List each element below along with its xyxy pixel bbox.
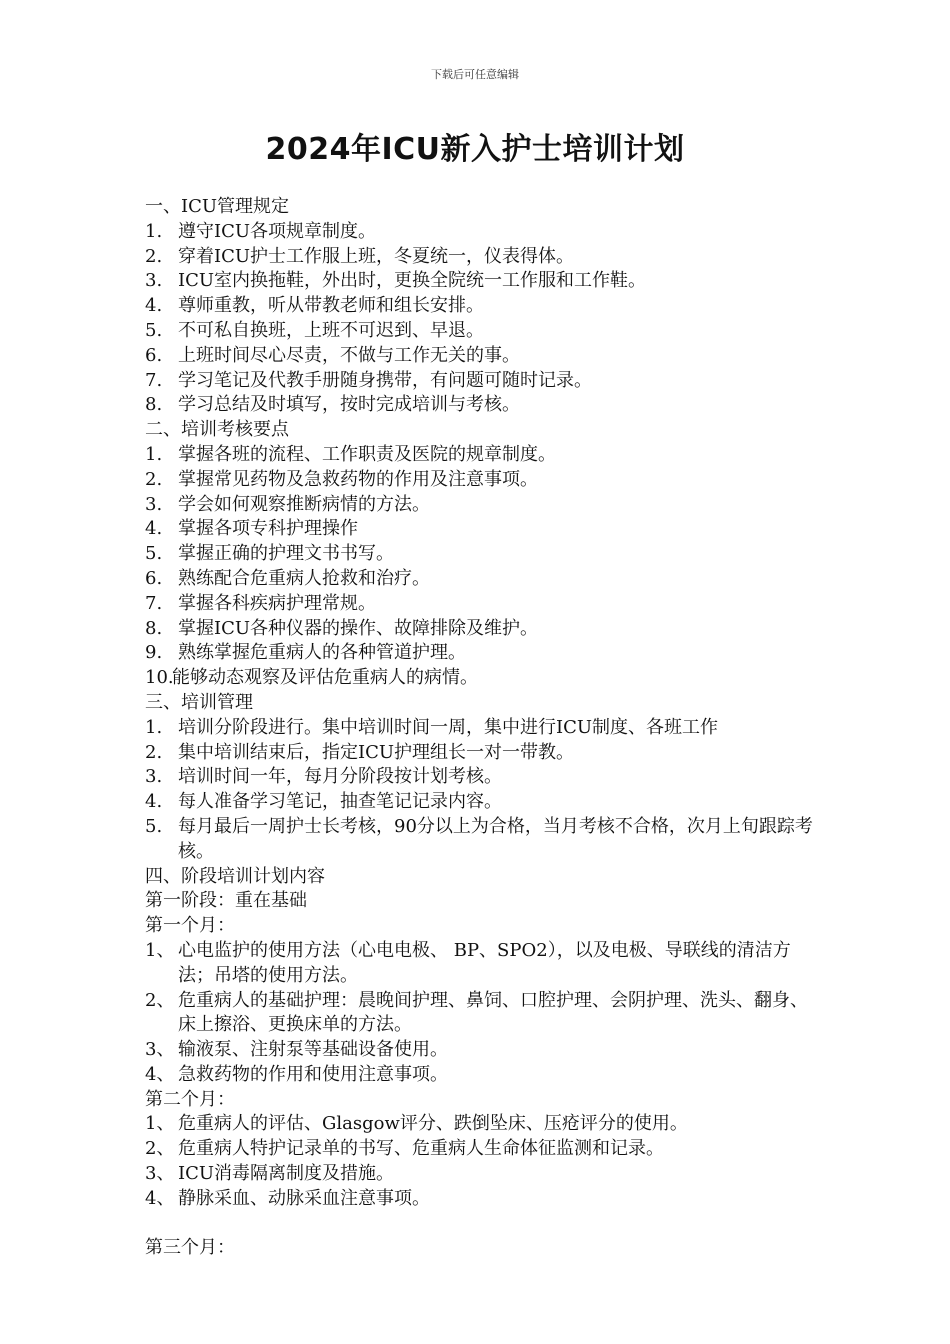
list-number: 10. [145, 667, 174, 689]
list-text: 集中培训结束后，指定ICU护理组长一对一带教。 [178, 741, 575, 763]
list-number: 2. [145, 468, 163, 490]
list-item [145, 1137, 825, 1162]
list-text: 尊师重教，听从带教老师和组长安排。 [178, 295, 484, 317]
month-3-label: 第三个月： [145, 1237, 235, 1259]
list-number: 2、 [145, 1138, 175, 1160]
list-text: 掌握各项专科护理操作 [178, 518, 358, 540]
list-number: 5. [145, 815, 163, 837]
section-heading-2: 二、培训考核要点 [145, 419, 289, 441]
list-item [145, 319, 825, 344]
list-number: 1. [145, 220, 163, 242]
list-item [145, 641, 825, 666]
list-item [145, 666, 825, 691]
list-item [145, 245, 825, 270]
list-number: 8. [145, 617, 163, 639]
month2-list [145, 1112, 825, 1211]
list-text: 遵守ICU各项规章制度。 [178, 220, 377, 242]
list-item [145, 1187, 825, 1212]
list-number: 1. [145, 716, 163, 738]
list-number: 4. [145, 295, 163, 317]
list-item [145, 1063, 825, 1088]
list-number: 2. [145, 741, 163, 763]
section-heading-3: 三、培训管理 [145, 691, 253, 713]
list-text: 学习总结及时填写，按时完成培训与考核。 [178, 394, 520, 416]
list-item [145, 790, 825, 815]
list-number: 4、 [145, 1063, 175, 1085]
blank-line [145, 1212, 825, 1237]
list-item [145, 493, 825, 518]
list-text: 危重病人特护记录单的书写、危重病人生命体征监测和记录。 [178, 1138, 664, 1160]
list-text: 危重病人的评估、Glasgow评分、跌倒坠床、压疮评分的使用。 [178, 1113, 688, 1135]
list-item [145, 294, 825, 319]
list-item [145, 393, 825, 418]
list-number: 4. [145, 791, 163, 813]
section1-list [145, 220, 825, 418]
section3-list [145, 716, 825, 865]
month-1-label: 第一个月： [145, 915, 235, 937]
list-number: 6. [145, 567, 163, 589]
list-item [145, 567, 825, 592]
list-number: 3. [145, 270, 163, 292]
list-item [145, 815, 825, 865]
list-text: 心电监护的使用方法（心电电极、 BP、SPO2），以及电极、导联线的清洁方法；吊塔的使用方法。 [178, 939, 791, 986]
list-item [145, 1112, 825, 1137]
list-item [145, 542, 825, 567]
list-text: 培训分阶段进行。集中培训时间一周，集中进行ICU制度、各班工作 [178, 716, 719, 738]
document-title: 2024年ICU新入护士培训计划 [265, 132, 685, 167]
list-text: 不可私自换班，上班不可迟到、早退。 [178, 319, 484, 341]
list-item [145, 617, 825, 642]
list-number: 3、 [145, 1163, 175, 1185]
list-item [145, 741, 825, 766]
month-2-label: 第二个月： [145, 1088, 235, 1110]
list-text: 上班时间尽心尽责，不做与工作无关的事。 [178, 344, 520, 366]
list-text: 能够动态观察及评估危重病人的病情。 [172, 667, 478, 689]
list-number: 7. [145, 369, 163, 391]
list-item [145, 939, 825, 989]
list-text: 输液泵、注射泵等基础设备使用。 [178, 1039, 448, 1061]
list-text: 掌握各科疾病护理常规。 [178, 592, 376, 614]
list-text: 掌握常见药物及急救药物的作用及注意事项。 [178, 468, 538, 490]
list-text: 掌握ICU各种仪器的操作、故障排除及维护。 [178, 617, 539, 639]
page-header-note: 下载后可任意编辑 [431, 68, 519, 81]
list-number: 4. [145, 518, 163, 540]
list-item [145, 716, 825, 741]
list-text: ICU室内换拖鞋，外出时，更换全院统一工作服和工作鞋。 [178, 270, 647, 292]
list-text: 每月最后一周护士长考核，90分以上为合格，当月考核不合格，次月上旬跟踪考核。 [178, 815, 813, 862]
list-text: 学会如何观察推断病情的方法。 [178, 493, 430, 515]
list-number: 5. [145, 319, 163, 341]
list-text: 学习笔记及代教手册随身携带，有问题可随时记录。 [178, 369, 592, 391]
list-text: 掌握各班的流程、工作职责及医院的规章制度。 [178, 443, 556, 465]
month1-list [145, 939, 825, 1088]
list-item [145, 765, 825, 790]
list-item [145, 989, 825, 1039]
section-heading-1: 一、ICU管理规定 [145, 196, 290, 217]
list-text: 危重病人的基础护理：晨晚间护理、鼻饲、口腔护理、会阴护理、洗头、翻身、床上擦浴、更换床单的方法。 [178, 989, 808, 1036]
list-text: 熟练配合危重病人抢救和治疗。 [178, 567, 430, 589]
list-number: 7. [145, 592, 163, 614]
list-item [145, 517, 825, 542]
list-number: 3. [145, 493, 163, 515]
list-item [145, 443, 825, 468]
list-item [145, 369, 825, 394]
list-number: 3、 [145, 1039, 175, 1061]
list-number: 6. [145, 344, 163, 366]
list-text: 掌握正确的护理文书书写。 [178, 543, 394, 565]
list-text: 培训时间一年，每月分阶段按计划考核。 [178, 766, 502, 788]
list-number: 9. [145, 642, 163, 664]
list-text: ICU消毒隔离制度及措施。 [178, 1163, 395, 1185]
list-item [145, 1038, 825, 1063]
list-number: 1、 [145, 939, 175, 961]
section-heading-4: 四、阶段培训计划内容 [145, 865, 325, 887]
list-text: 急救药物的作用和使用注意事项。 [178, 1063, 448, 1085]
list-item [145, 1162, 825, 1187]
list-item [145, 592, 825, 617]
list-text: 静脉采血、动脉采血注意事项。 [178, 1187, 430, 1209]
list-number: 2. [145, 245, 163, 267]
list-item [145, 269, 825, 294]
list-text: 每人准备学习笔记，抽查笔记记录内容。 [178, 791, 502, 813]
list-item [145, 220, 825, 245]
list-number: 5. [145, 543, 163, 565]
list-text: 穿着ICU护士工作服上班，冬夏统一，仪表得体。 [178, 245, 575, 267]
section2-list [145, 443, 825, 691]
list-number: 8. [145, 394, 163, 416]
list-item [145, 468, 825, 493]
list-number: 1、 [145, 1113, 175, 1135]
list-item [145, 344, 825, 369]
list-number: 4、 [145, 1187, 175, 1209]
list-text: 熟练掌握危重病人的各种管道护理。 [178, 642, 466, 664]
list-number: 1. [145, 443, 163, 465]
list-number: 3. [145, 766, 163, 788]
stage-heading: 第一阶段：重在基础 [145, 890, 307, 912]
list-number: 2、 [145, 989, 175, 1011]
document-body [145, 195, 825, 1261]
